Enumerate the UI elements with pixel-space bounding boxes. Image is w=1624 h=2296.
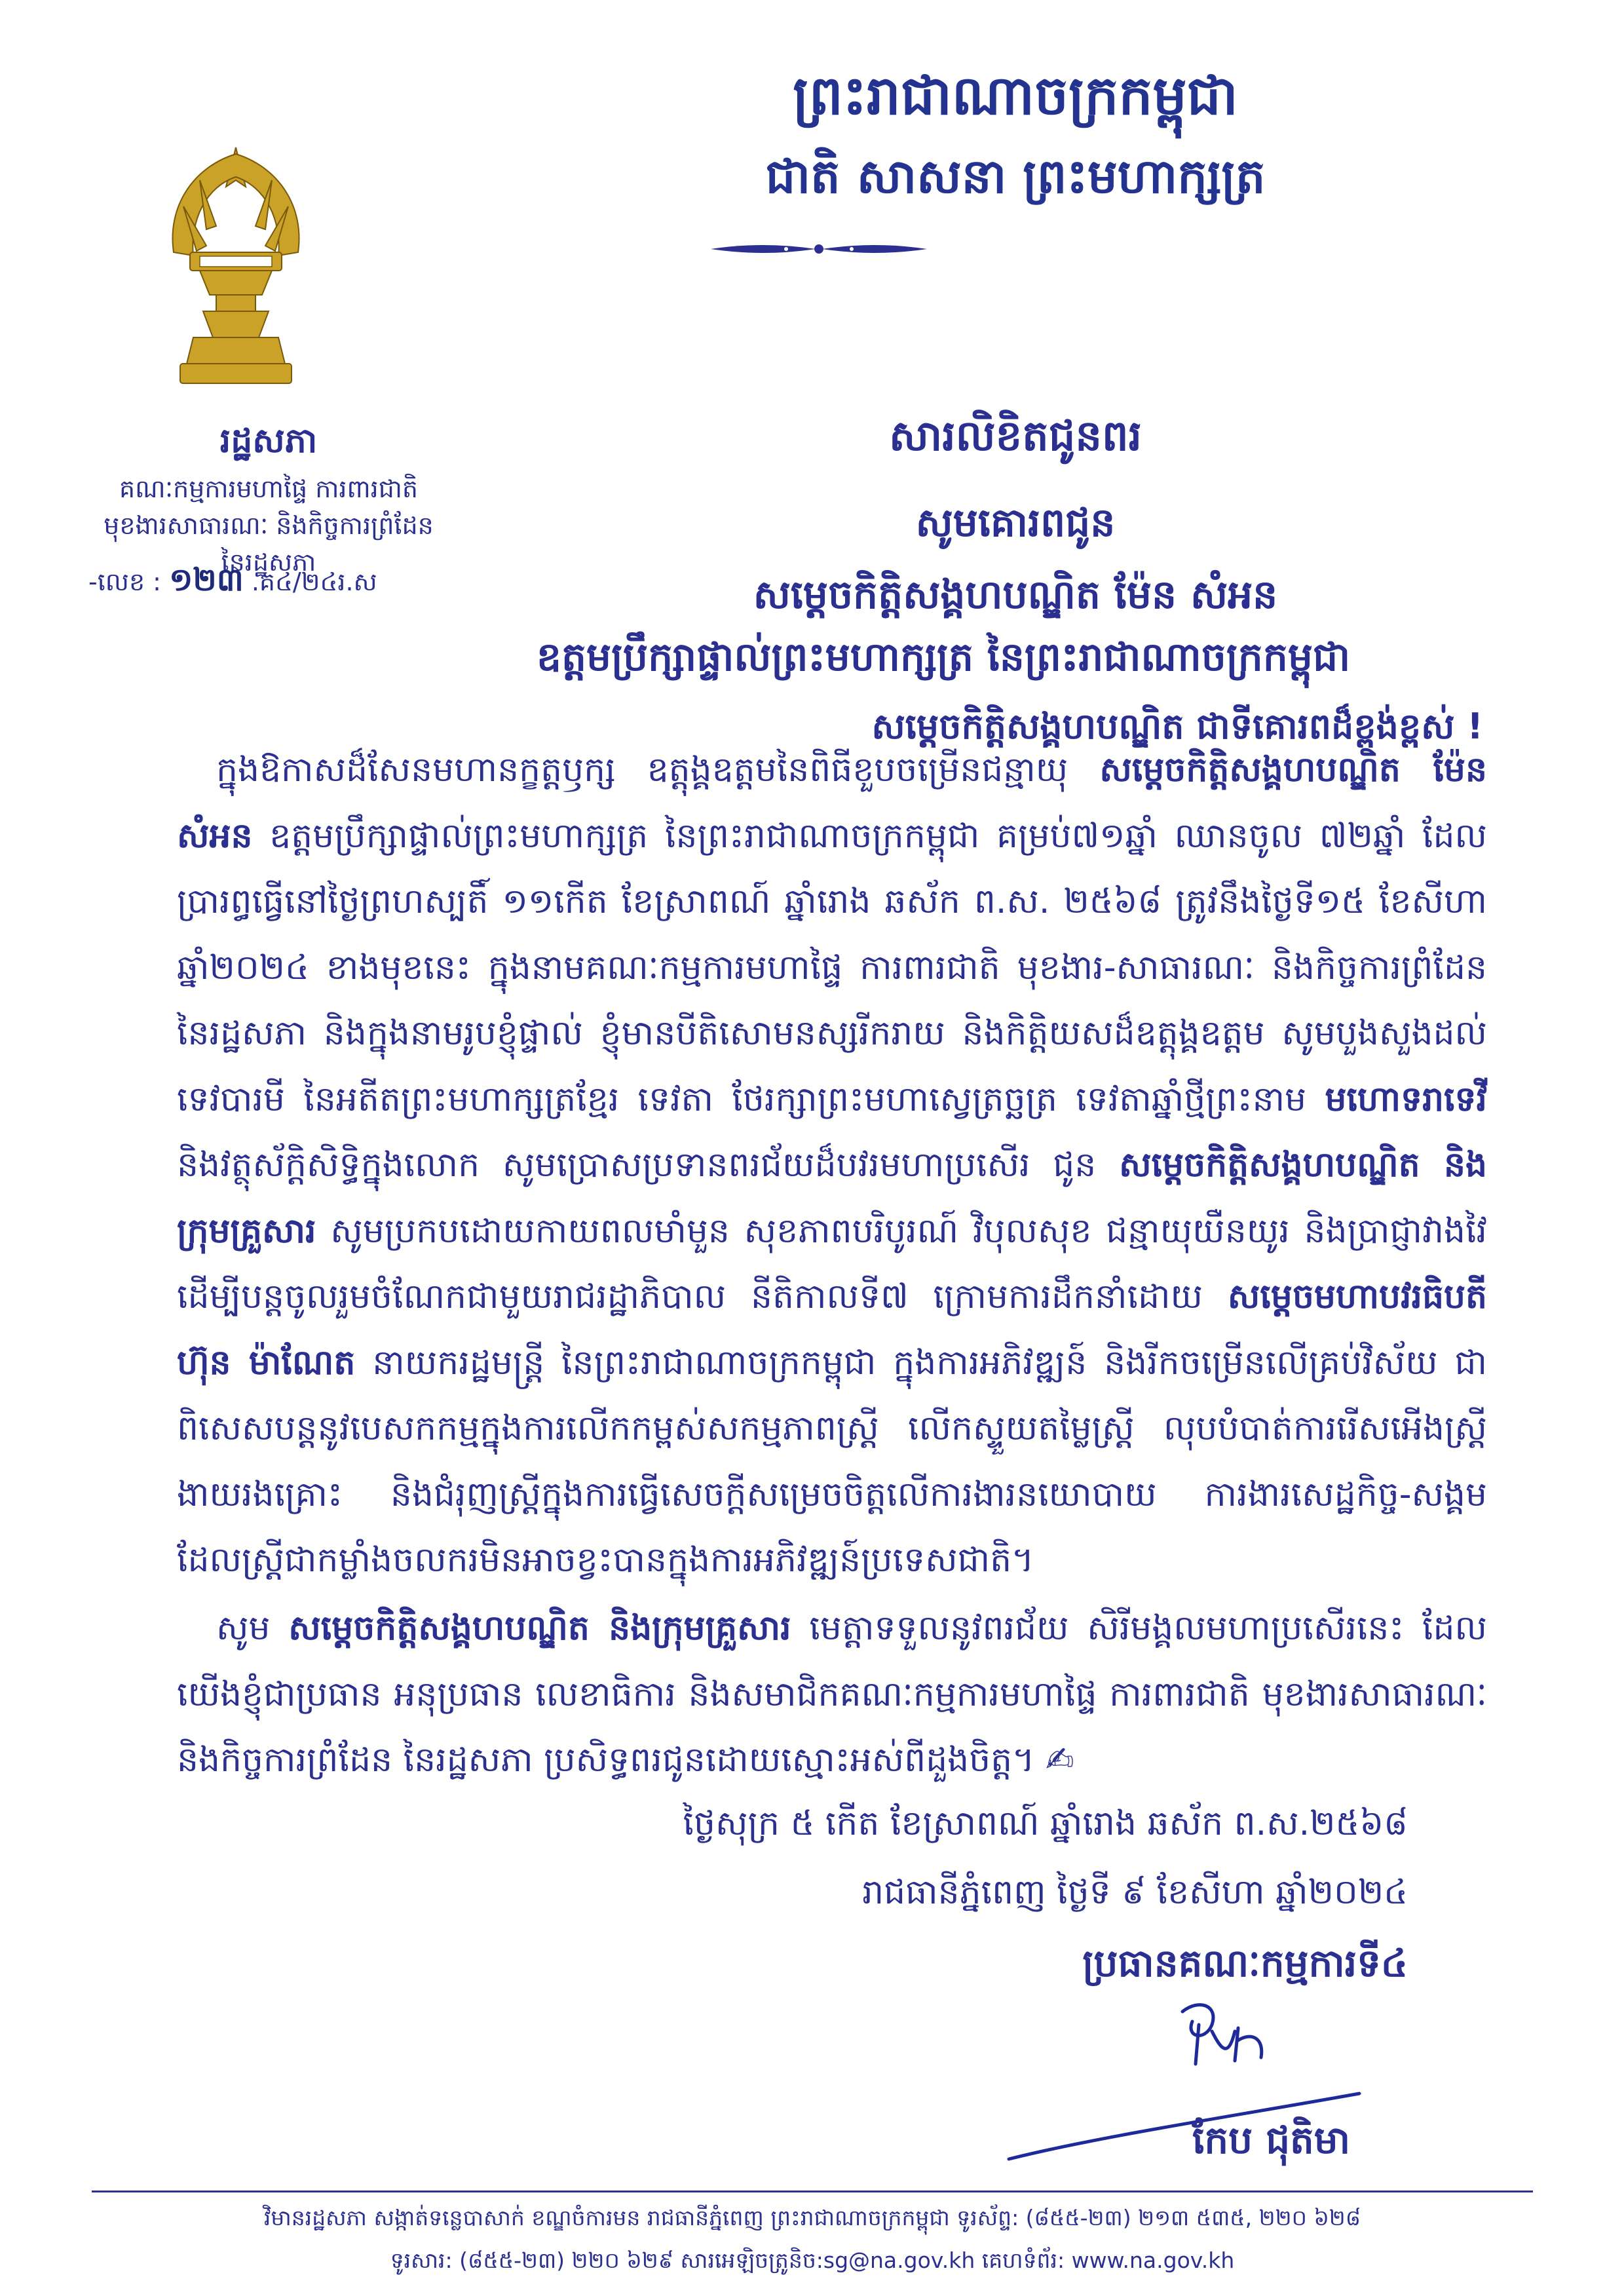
ornament-divider-icon	[708, 236, 930, 262]
lunar-date: ថ្ងៃសុក្រ ៥ កើត ខែស្រាពណ៍ ឆ្នាំរោង ឆស័ក ព.ស.២៥៦៨	[683, 1804, 1408, 1843]
committee-line-1: គណៈកម្មការមហាផ្ទៃ ការពារជាតិ	[119, 474, 418, 503]
p2-text-a: សូម	[216, 1609, 289, 1648]
recipient-name: សម្តេចកិត្តិសង្គហបណ្ឌិត ម៉ែន សំអន	[753, 572, 1278, 618]
p1-text-i: នាយករដ្ឋមន្ត្រី នៃព្រះរាជាណាចក្រកម្ពុជា ក្នុងការអភិវឌ្ឍន៍ និងរីកចម្រើនលើគ្រប់វិស័យ ជាពិសេសបន្តនូវបេសកកម្មក្នុងការលើកកម្ពស់សកម្មភាពស្ត្រី លើកស្ទួយតម្លៃស្ត្រី លុបបំបាត់ការរើសអើងស្ត្រីងាយរងគ្រោះ និងជំរុញស្ត្រីក្នុងការធ្វើសេចក្តីសម្រេចចិត្តលើការងារនយោបាយ ការងារសេដ្ឋកិច្ច-សង្គម ដែលស្ត្រីជាកម្លាំងចលករមិនអាចខ្វះបានក្នុងការអភិវឌ្ឍន៍ប្រទេសជាតិ។	[177, 1343, 1488, 1580]
recipient-role: ឧត្តមប្រឹក្សាផ្ទាល់ព្រះមហាក្សត្រ នៃព្រះរាជាណាចក្រកម្ពុជា	[536, 634, 1351, 680]
salutation: សម្តេចកិត្តិសង្គហបណ្ឌិត ជាទីគោរពដ៏ខ្ពង់ខ្ពស់ !	[871, 706, 1483, 747]
p1-recipient: សម្តេចកិត្តិសង្គហបណ្ឌិត ម៉ែន សំអន	[177, 750, 1487, 856]
end-mark-icon: ✍	[1045, 1740, 1074, 1780]
royal-emblem-icon	[154, 141, 318, 396]
signer-name: កែប ជុតិមា	[1192, 2118, 1351, 2162]
footer-address: វិមានរដ្ឋសភា សង្កាត់ទន្លេបាសាក់ ខណ្ឌចំការមន រាជធានីភ្នំពេញ ព្រះរាជាណាចក្រកម្ពុជា ទូរស័ព្ទ: (៨៥៥-២៣) ២១៣ ៥៣៥, ២២០ ៦២៨	[263, 2205, 1361, 2230]
committee-line-3: នៃរដ្ឋសភា	[221, 548, 316, 577]
letter-number-prefix: -លេខ :	[88, 567, 161, 596]
letter-number-value: ១២៣	[169, 562, 244, 598]
kingdom-heading: ព្រះរាជាណាចក្រកម្ពុជា	[793, 65, 1238, 127]
p1-text-e: និងវត្ថុស័ក្តិសិទ្ធិក្នុងលោក សូមប្រោសប្រទានពរជ័យដ៏បវរមហាប្រសើរ ជូន	[177, 1145, 1120, 1185]
letter-type-title: សារលិខិតជូនពរ	[889, 412, 1142, 461]
signer-title: ប្រធានគណៈកម្មការទី៤	[1082, 1941, 1408, 1985]
national-motto: ជាតិ សាសនា ព្រះមហាក្សត្រ	[765, 149, 1266, 204]
national-assembly-label: រដ្ឋសភា	[219, 421, 318, 461]
letter-number-suffix: .គ៤/២៤រ.ស	[251, 567, 377, 596]
solar-date: រាជធានីភ្នំពេញ ថ្ងៃទី ៩ ខែសីហា ឆ្នាំ២០២៤	[862, 1873, 1408, 1912]
body-paragraph-2	[177, 1596, 1487, 1793]
respectfully-to: សូមគោរពជូន	[915, 500, 1116, 546]
body-paragraph-1	[177, 737, 1487, 1594]
p1-recipient-family: សម្តេចកិត្តិសង្គហបណ្ឌិត និងក្រុមគ្រួសារ	[177, 1145, 1487, 1251]
committee-line-2: មុខងារសាធារណៈ និងកិច្ចការព្រំដែន	[104, 511, 434, 540]
footer-divider	[92, 2191, 1533, 2192]
p1-text-c: ឧត្តមប្រឹក្សាផ្ទាល់ព្រះមហាក្សត្រ នៃព្រះរាជាណាចក្រកម្ពុជា គម្រប់៧១ឆ្នាំ ឈានចូល ៧២ឆ្នាំ ដែលប្រារព្ធធ្វើនៅថ្ងៃព្រហស្បតិ៍ ១១កើត ខែស្រាពណ៍ ឆ្នាំរោង ឆស័ក ព.ស. ២៥៦៨ ត្រូវនឹងថ្ងៃទី១៥ ខែសីហា ឆ្នាំ២០២៤ ខាងមុខនេះ ក្នុងនាមគណៈកម្មការមហាផ្ទៃ ការពារជាតិ មុខងារ-សាធារណៈ និងកិច្ចការព្រំដែន នៃរដ្ឋសភា និងក្នុងនាមរូបខ្ញុំផ្ទាល់ ខ្ញុំមានបីតិសោមនស្សរីករាយ និងកិត្តិយសដ៏ឧត្តុង្គឧត្តម សូមបួងសួងដល់ទេវបារមី នៃអតីតព្រះមហាក្សត្រខ្មែរ ទេវតា ថែរក្សាព្រះមហាស្វេត្រច្ឆត្រ ទេវតាឆ្នាំថ្មីព្រះនាម	[177, 816, 1487, 1119]
p2-recipient-family: សម្តេចកិត្តិសង្គហបណ្ឌិត និងក្រុមគ្រួសារ	[288, 1609, 791, 1648]
p1-prime-minister: សម្តេចមហាបវរធិបតី ហ៊ុន ម៉ាណែត	[177, 1277, 1487, 1383]
p1-text-a: ក្នុងឱកាសដ៏សែនមហានក្ខត្តឫក្ស ឧត្តុង្គឧត្តមនៃពិធីខួបចម្រើនជន្មាយុ	[216, 750, 1100, 790]
p1-text-g: សូមប្រកបដោយកាយពលមាំមួន សុខភាពបរិបូរណ៍ វិបុលសុខ ជន្មាយុយឺនយូរ និងប្រាជ្ញាវាងវៃ ដើម្បីបន្តចូលរួមចំណែកជាមួយរាជរដ្ឋាភិបាល នីតិកាលទី៧ ក្រោមការដឹកនាំដោយ	[177, 1211, 1487, 1316]
p1-deity-name: មហោទរាទេវី	[1325, 1079, 1487, 1119]
footer-contact: ទូរសារ: (៨៥៥-២៣) ២២០ ៦២៩ សារអេឡិចត្រូនិច:sg@na.gov.kh គេហទំព័រ: www.na.gov.kh	[390, 2248, 1235, 2273]
letter-number	[88, 560, 377, 606]
p2-text-c: មេត្តាទទួលនូវពរជ័យ សិរីមង្គលមហាប្រសើរនេះ ដែលយើងខ្ញុំជាប្រធាន អនុប្រធាន លេខាធិការ និងសមាជិកគណៈកម្មការមហាផ្ទៃ ការពារជាតិ មុខងារសាធារណៈ និងកិច្ចការព្រំដែន នៃរដ្ឋសភា ប្រសិទ្ធពរជូនដោយស្មោះអស់ពីដួងចិត្ត។	[177, 1609, 1487, 1780]
